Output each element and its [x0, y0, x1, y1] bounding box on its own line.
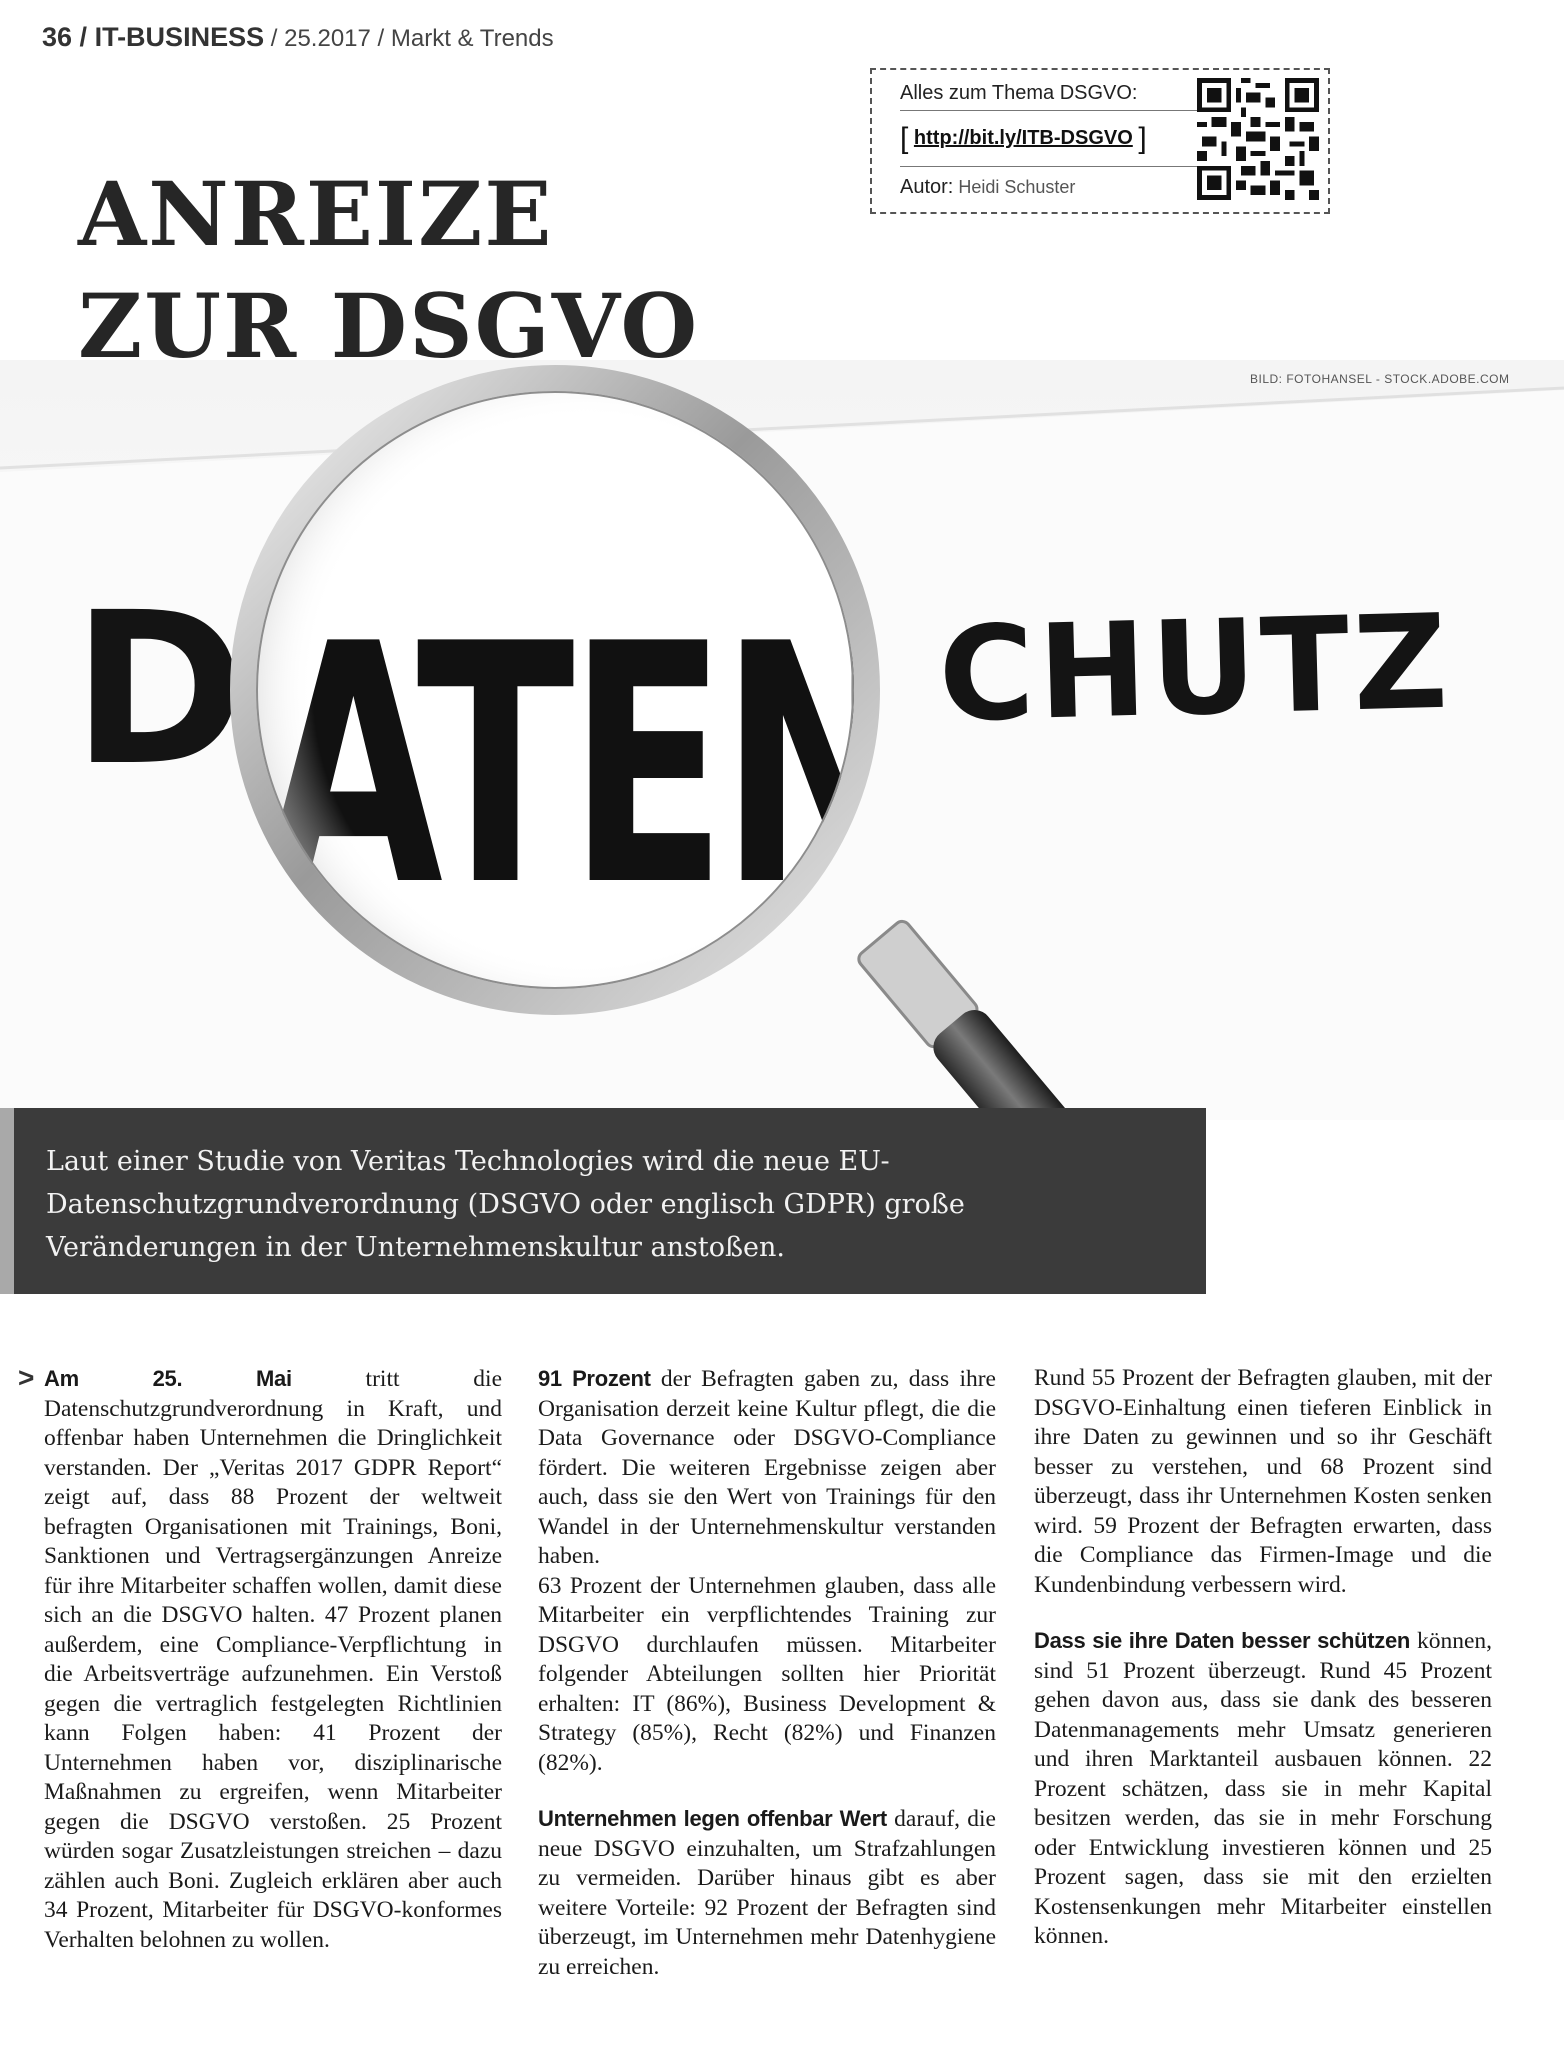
header-separator: / [370, 25, 391, 52]
magnifier-illustration [0, 360, 1564, 1120]
paragraph-body: der Befragten gaben zu, dass ihre Organisation derzeit keine Kultur pflegt, die die Data Governance oder DSGVO-Compliance fördert. Die weiteren Ergebnisse zeigen aber auch, dass sie den Wert von Trainings für den Wandel in der Unternehmenskultur verstanden haben. [538, 1366, 996, 1569]
column-2 [538, 1364, 996, 1982]
paragraph: Rund 55 Prozent der Befragten glauben, mit der DSGVO-Einhaltung einen tieferen Einblick in ihre Daten zu gewinnen und so ihr Geschäft besser zu verstehen, und 68 Prozent sind überzeugt, dass ihr Unternehmen Kosten senken wird. 59 Prozent der Befragten erwarten, dass die Compliance das Firmen-Image und die Kundenbindung verbessern wird. [1034, 1365, 1492, 1598]
paragraph [538, 1364, 996, 1572]
divider [900, 110, 1210, 111]
lead-accent-bar [0, 1108, 14, 1294]
paragraph-lede: Dass sie ihre Daten besser schützen [1034, 1628, 1411, 1653]
paragraph-body: tritt die Datenschutzgrundverordnung in Kraft, und offenbar haben Unternehmen die Dringlichkeit verstanden. Der „Veritas 2017 GDPR Report“ zeigt auf, dass 88 Prozent der weltweit befragten Organisationen mit Trainings, Boni, Sanktionen und Vertragsergänzungen Anreize für ihre Mitarbeiter schaffen wollen, damit diese sich an die DSGVO halten. 47 Prozent planen außerdem, eine Compliance-Verpflichtung in die Arbeitsverträge aufzunehmen. Ein Verstoß gegen die vertraglich festgelegten Richtlinien kann Folgen haben: 41 Prozent der Unternehmen haben vor, disziplinarische Maßnahmen zu ergreifen, wenn Mitarbeiter gegen die DSGVO verstoßen. 25 Prozent würden sogar Zusatzleistungen streichen – dazu zählen auch Boni. Zugleich erklären aber auch 34 Prozent, Mitarbeiter für DSGVO-konformes Verhalten belohnen zu wollen. [44, 1366, 502, 1953]
paragraph [538, 1804, 996, 1982]
title-line-1: ANREIZE [78, 162, 554, 266]
title-line-2: ZUR DSGVO [78, 274, 700, 378]
running-header [42, 22, 554, 53]
paragraph-lede: Unternehmen legen offenbar Wert [538, 1806, 887, 1831]
article-title [78, 158, 699, 382]
info-author [900, 176, 1075, 199]
author-label: Autor: [900, 176, 954, 198]
header-separator: / [72, 22, 95, 52]
page-number: 36 [42, 22, 73, 52]
info-topic: Alles zum Thema DSGVO: [900, 82, 1138, 104]
paragraph-body: können, sind 51 Prozent überzeugt. Rund 45 Prozent gehen davon aus, dass sie dank des besseren Datenmanagements mehr Umsatz generieren und ihren Marktanteil ausbauen können. 22 Prozent schätzen, dass sie in mehr Kapital besitzen werden, das sie in mehr Forschung oder Entwicklung investieren können und 25 Prozent sagen, dass sie mit den erzielten Kostensenkungen mehr Mitarbeiter einstellen können. [1034, 1628, 1493, 1949]
word-right: CHUTZ [936, 585, 1454, 751]
issue-number: 25.2017 [284, 25, 371, 52]
paragraph [44, 1364, 502, 1955]
lead-text: Laut einer Studie von Veritas Technologies wird die neue EU-Datenschutzgrundverordnung (DSGVO oder englisch GDPR) große Veränderungen in der Unternehmenskultur anstoßen. [46, 1146, 965, 1263]
header-separator: / [264, 25, 285, 52]
word-left: D [72, 567, 247, 812]
info-box [870, 68, 1330, 214]
publication-name: IT-BUSINESS [94, 22, 265, 52]
qr-code-icon [1197, 78, 1319, 200]
article-start-marker: > [18, 1362, 35, 1393]
info-link[interactable]: http://bit.ly/ITB-DSGVO [913, 127, 1133, 149]
paragraph-lede: 91 Prozent [538, 1366, 651, 1391]
paragraph [1034, 1626, 1492, 1952]
column-3 [1034, 1364, 1492, 1952]
paragraph: 63 Prozent der Unternehmen glauben, dass alle Mitarbeiter ein verpflichtendes Training zur DSGVO durchlaufen müssen. Mitarbeiter folgender Abteilungen sollten hier Priorität erhalten: IT (86%), Business Development & Strategy (85%), Recht (82%) und Finanzen (82%). [538, 1572, 996, 1776]
column-1 [44, 1364, 502, 1955]
author-name: Heidi Schuster [958, 177, 1076, 197]
divider [900, 166, 1210, 167]
paragraph-body: darauf, die neue DSGVO einzuhalten, um Strafzahlungen zu vermeiden. Darüber hinaus gibt es aber weitere Vorteile: 92 Prozent der Befragten sind überzeugt, im Unternehmen mehr Datenhygiene zu erreichen. [538, 1806, 996, 1980]
section-name: Markt & Trends [390, 25, 554, 52]
info-link-row: [ http://bit.ly/ITB-DSGVO ] [900, 122, 1147, 155]
paragraph-lede: Am 25. Mai [44, 1366, 292, 1391]
image-credit: BILD: FOTOHANSEL - STOCK.ADOBE.COM [1250, 372, 1510, 386]
